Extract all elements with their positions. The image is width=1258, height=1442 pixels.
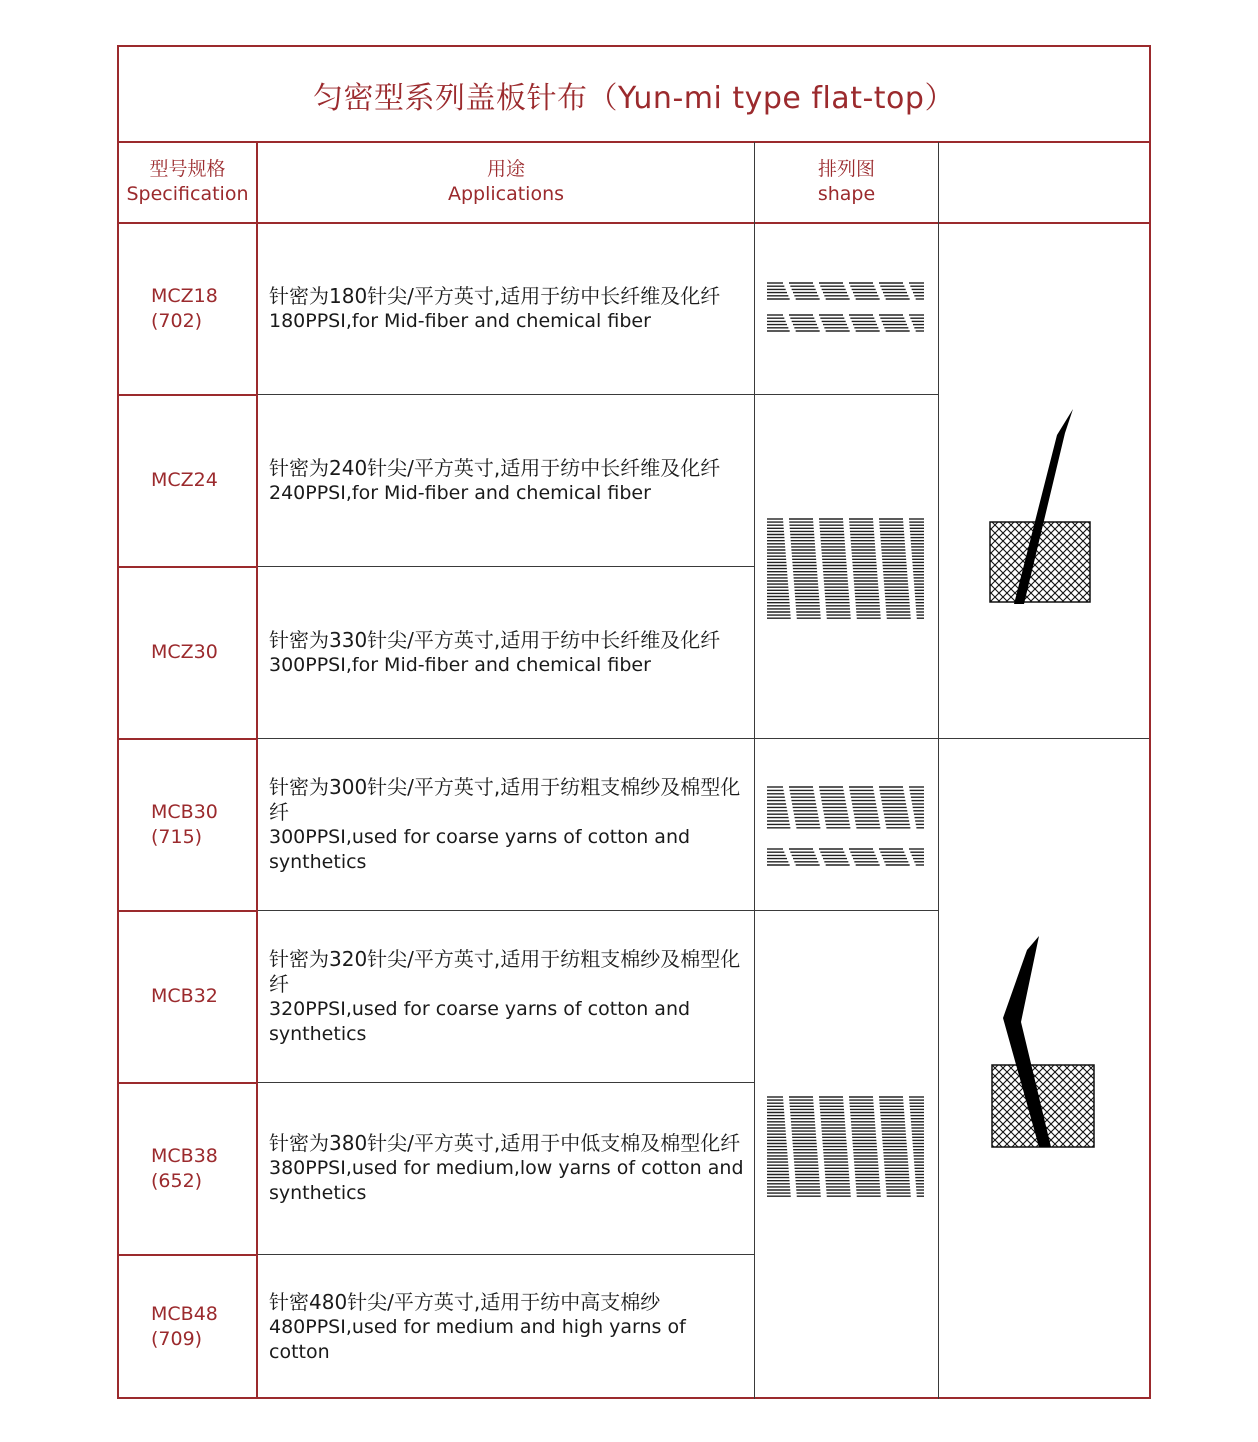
application-cell: 针密为330针尖/平方英寸,适用于纺中长纤维及化纤 300PPSI,for Mid-fiber and chemical fiber <box>269 627 721 676</box>
application-cell: 针密为380针尖/平方英寸,适用于中低支棉及棉型化纤 380PPSI,used for medium,low yarns of cotton and synthetics <box>269 1131 744 1204</box>
application-cell: 针密480针尖/平方英寸,适用于纺中高支棉纱 480PPSI,used for medium and high yarns of cotton <box>269 1289 686 1363</box>
spec-cell: MCB30 (715) <box>151 800 218 848</box>
spec-cell: MCZ18 (702) <box>151 284 218 332</box>
shape-divider <box>754 394 938 395</box>
arrangement-pattern-icon <box>767 281 924 337</box>
arrangement-pattern-icon <box>767 517 924 621</box>
bent-wire-profile-icon <box>987 932 1102 1152</box>
spec-cell: MCZ24 <box>151 469 218 491</box>
application-cell: 针密为180针尖/平方英寸,适用于纺中长纤维及化纤 180PPSI,for Mid-fiber and chemical fiber <box>269 283 721 332</box>
spec-cell: MCB48 (709) <box>151 1303 218 1350</box>
straight-wire-profile-icon <box>987 405 1097 605</box>
arrangement-pattern-icon <box>767 785 924 867</box>
title-divider <box>119 141 1149 143</box>
spec-cell: MCZ30 <box>151 641 218 663</box>
application-cell: 针密为240针尖/平方英寸,适用于纺中长纤维及化纤 240PPSI,for Mid-fiber and chemical fiber <box>269 455 721 504</box>
application-cell: 针密为320针尖/平方英寸,适用于纺粗支棉纱及棉型化纤 320PPSI,used for coarse yarns of cotton and synthetics <box>269 946 741 1045</box>
column-divider <box>256 142 258 1399</box>
spec-cell: MCB38 (652) <box>151 1144 218 1192</box>
header-shape: 排列图 shape <box>817 158 876 205</box>
shape-divider <box>754 910 938 911</box>
spec-cell: MCB32 <box>151 985 218 1007</box>
header-specification: 型号规格 Specification <box>126 158 249 205</box>
table-title: 匀密型系列盖板针布（Yun-mi type flat-top） <box>313 80 955 116</box>
arrangement-pattern-icon <box>767 1095 924 1199</box>
application-cell: 针密为300针尖/平方英寸,适用于纺粗支棉纱及棉型化纤 300PPSI,used for coarse yarns of cotton and synthetics <box>269 774 741 873</box>
column-divider <box>754 142 755 1399</box>
header-applications: 用途 Applications <box>447 158 565 205</box>
column-divider <box>938 142 939 1399</box>
spec-table <box>117 45 1151 1399</box>
